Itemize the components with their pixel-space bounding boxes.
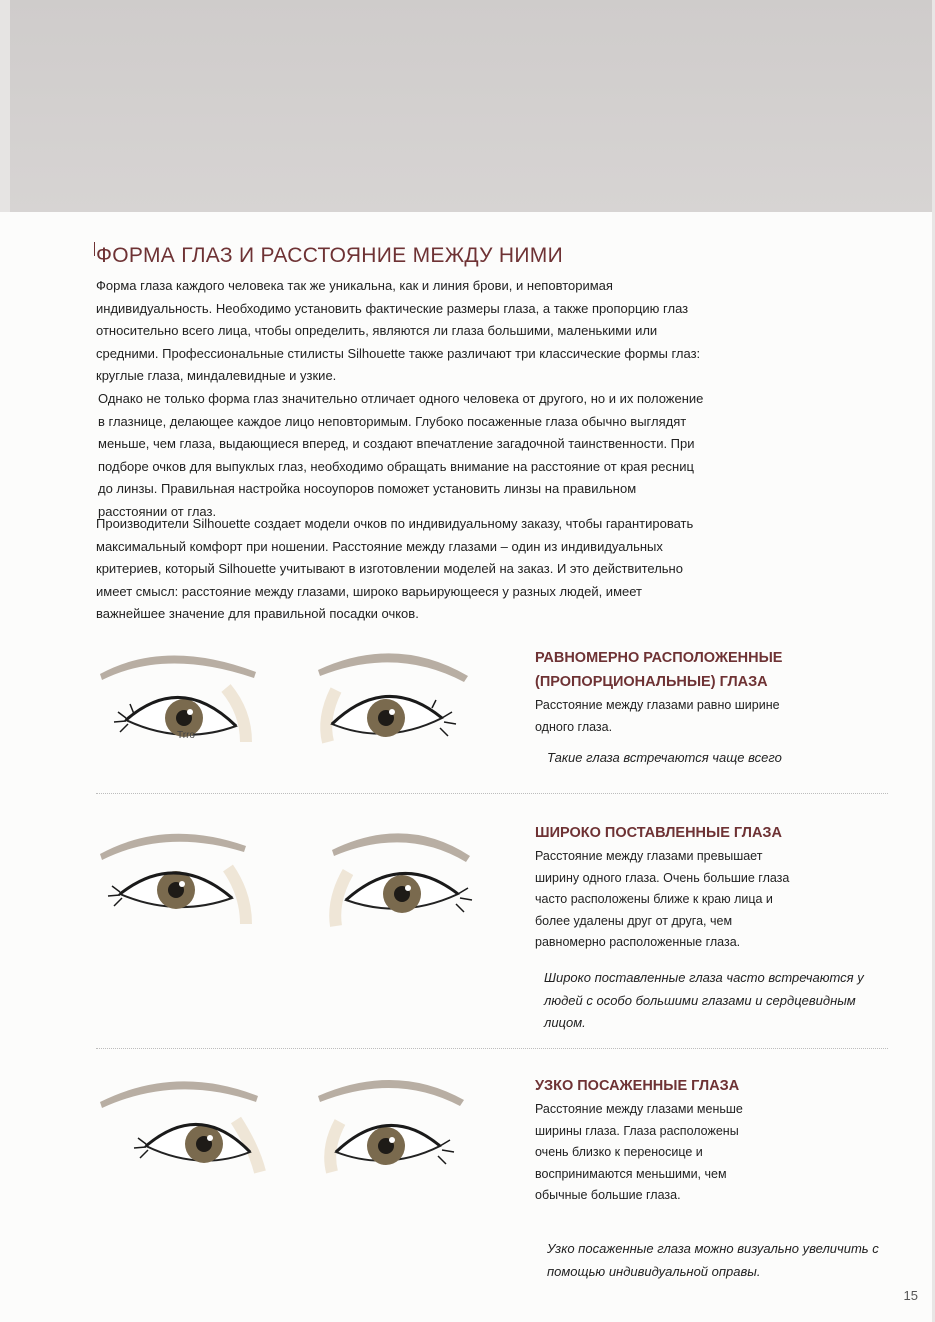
eyes-close-svg: [96, 1068, 506, 1198]
right-lid-shadow: [326, 690, 336, 742]
page-number: 15: [903, 1288, 918, 1303]
left-brow: [100, 655, 256, 680]
top-photo-band: [0, 0, 935, 212]
page-left-edge: [0, 0, 10, 212]
section-close-body: Расстояние между глазами меньше ширины глаза. Глаза расположены очень близко к переносице и воспринимаются меньшими, чем обычные большие глаза.: [535, 1102, 743, 1202]
section-even-body: Расстояние между глазами равно ширине одного глаза.: [535, 698, 780, 734]
section-close-note: Узко посаженные глаза можно визуально увеличить с помощью индивидуальной оправы.: [547, 1241, 879, 1279]
intro-paragraph-2: Однако не только форма глаз значительно отличает одного человека от другого, но и их положение в глазнице, делающее каждое лицо неповторимым. Глубоко посаженные глаза обычно выглядят меньше, чем глаза, выдающиеся вперед, и создают впечатление загадочной таинственности. При подборе очков для выпуклых глаз, необходимо обращать внимание на расстояние от края ресниц до линзы. Правильная настройка носоупоров поможет установить линзы на правильном расстоянии от глаз.: [98, 391, 704, 519]
left-lid-shadow: [226, 688, 246, 742]
separator-1: [96, 793, 888, 794]
section-wide-body: Расстояние между глазами превышает ширину одного глаза. Очень большие глаза часто расположены ближе к краю лица и более удалены друг от друга, чем равномерно расположенные глаза.: [535, 849, 790, 949]
section-even-heading: [535, 646, 782, 694]
section-even-heading-line-2: (ПРОПОРЦИОНАЛЬНЫЕ) ГЛАЗА: [535, 674, 768, 690]
eyes-even-svg: [96, 642, 506, 772]
section-even-heading-line-1: РАВНОМЕРНО РАСПОЛОЖЕННЫЕ: [535, 650, 783, 666]
eyes-illustration-even: [96, 642, 506, 772]
section-close-heading: [535, 1074, 739, 1098]
intro-paragraph-1: Форма глаза каждого человека так же уникальна, как и линия брови, и неповторимая индивидуальность. Необходимо установить фактические размеры глаза, а также пропорцию глаз относительно всего лица, чтобы определить, являются ли глаза большими, маленькими или средними. Профессиональные стилисты Silhouette также различают три классические формы глаз: круглые глаза, миндалевидные и узкие.: [96, 278, 701, 384]
page-title: ФОРМА ГЛАЗ И РАССТОЯНИЕ МЕЖДУ НИМИ: [96, 244, 563, 267]
eyes-illustration-wide: [96, 820, 506, 950]
section-even-note: Такие глаза встречаются чаще всего: [547, 750, 782, 765]
separator-2: [96, 1048, 888, 1049]
eyes-wide-svg: [96, 820, 506, 950]
section-wide-heading: [535, 821, 782, 845]
intro-paragraph-3: Производители Silhouette создает модели очков по индивидуальному заказу, чтобы гарантировать максимальный комфорт при ношении. Расстояние между глазами – один из индивидуальных критериев, который Silhouette учитывают в изготовлении моделей на заказ. И это действительно имеет смысл: расстояние между глазами, широко варьирующееся у разных людей, имеет важнейшее значение для правильной посадки очков.: [96, 516, 694, 622]
section-close-heading-line-1: УЗКО ПОСАЖЕННЫЕ ГЛАЗА: [535, 1078, 740, 1094]
eyes-illustration-close: [96, 1068, 506, 1198]
section-wide-note: Широко поставленные глаза часто встречаются у людей с особо большими глазами и сердцевидным лицом.: [544, 970, 864, 1030]
right-brow: [318, 653, 468, 682]
section-wide-heading-line-1: ШИРОКО ПОСТАВЛЕННЫЕ ГЛАЗА: [535, 825, 782, 841]
stray-mark: Trro: [177, 730, 195, 741]
